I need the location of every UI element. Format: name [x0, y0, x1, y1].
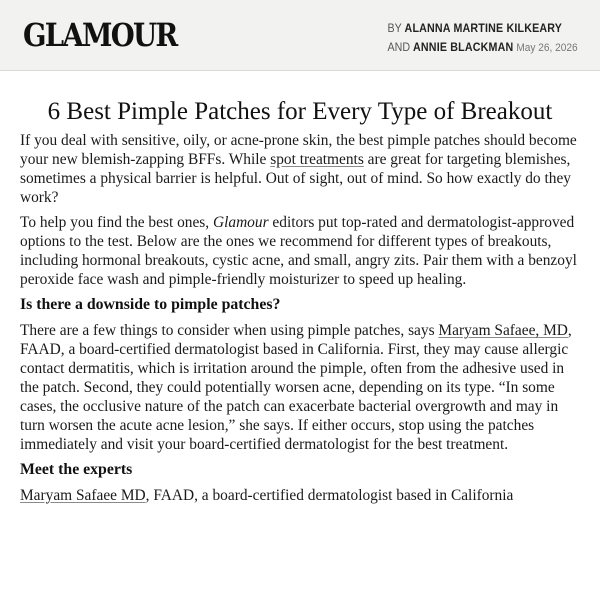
article-title: 6 Best Pimple Patches for Every Type of Breakout — [47, 98, 553, 125]
expert-description: , FAAD, a board-certified dermatologist based in California — [145, 487, 514, 504]
downside-text-b: , FAAD, a board-certified dermatologist based in California. First, they may cause allergic contact dermatitis, which is irritation around the pimple, often from the adhesive used in the patch. Second, they could potentially worsen acne, depending on its type. “In some cases, the occlusive nature of the patch can exacerbate bacterial overgrowth and may in turn worsen the acute acne lesion,” she says. If either occurs, stop using the patches immediately and visit your board-certified dermatologist for the best treatment. — [20, 322, 572, 453]
intro-text-a: If you deal with sensitive, oily, or acne-prone skin, the best pimple patches should become your new blemish-zapping BFFs. While — [20, 132, 577, 168]
testing-text-a: To help you find the best ones, — [20, 214, 213, 231]
expert-item — [20, 486, 580, 505]
author-link-alanna[interactable]: ALANNA MARTINE KILKEARY — [404, 22, 563, 35]
author-link-annie[interactable]: ANNIE BLACKMAN — [413, 41, 514, 54]
spot-treatments-link[interactable]: spot treatments — [270, 151, 364, 168]
intro-paragraph — [20, 131, 580, 207]
article-body — [0, 97, 600, 505]
downside-heading: Is there a downside to pimple patches? — [20, 296, 281, 313]
byline-line-2 — [388, 38, 578, 58]
testing-paragraph — [20, 213, 580, 289]
maryam-safaee-link[interactable]: Maryam Safaee, MD — [438, 322, 568, 339]
expert-link-maryam[interactable]: Maryam Safaee MD — [20, 487, 146, 504]
byline-by: BY — [387, 22, 402, 35]
experts-heading: Meet the experts — [20, 461, 133, 478]
downside-text-a: There are a few things to consider when using pimple patches, says — [20, 322, 439, 339]
glamour-logo[interactable]: GLAMOUR — [23, 16, 177, 54]
byline — [388, 19, 578, 58]
byline-and: AND — [387, 41, 411, 54]
downside-paragraph — [20, 321, 580, 454]
byline-line-1 — [388, 19, 578, 38]
intro-text-b: are great for targeting blemishes, sometimes a physical barrier is helpful. Out of sight, out of mind. So how exactly do they work? — [20, 151, 571, 206]
site-header — [0, 0, 600, 71]
publish-date: May 26, 2026 — [516, 42, 578, 54]
glamour-emphasis: Glamour — [212, 214, 269, 231]
testing-text-b: editors put top-rated and dermatologist-approved options to the test. Below are the ones we recommend for different types of breakouts, including hormonal breakouts, cystic acne, and small, angry zits. Pair them with a benzoyl peroxide face wash and pimple-friendly moisturizer to speed up healing. — [20, 214, 577, 288]
